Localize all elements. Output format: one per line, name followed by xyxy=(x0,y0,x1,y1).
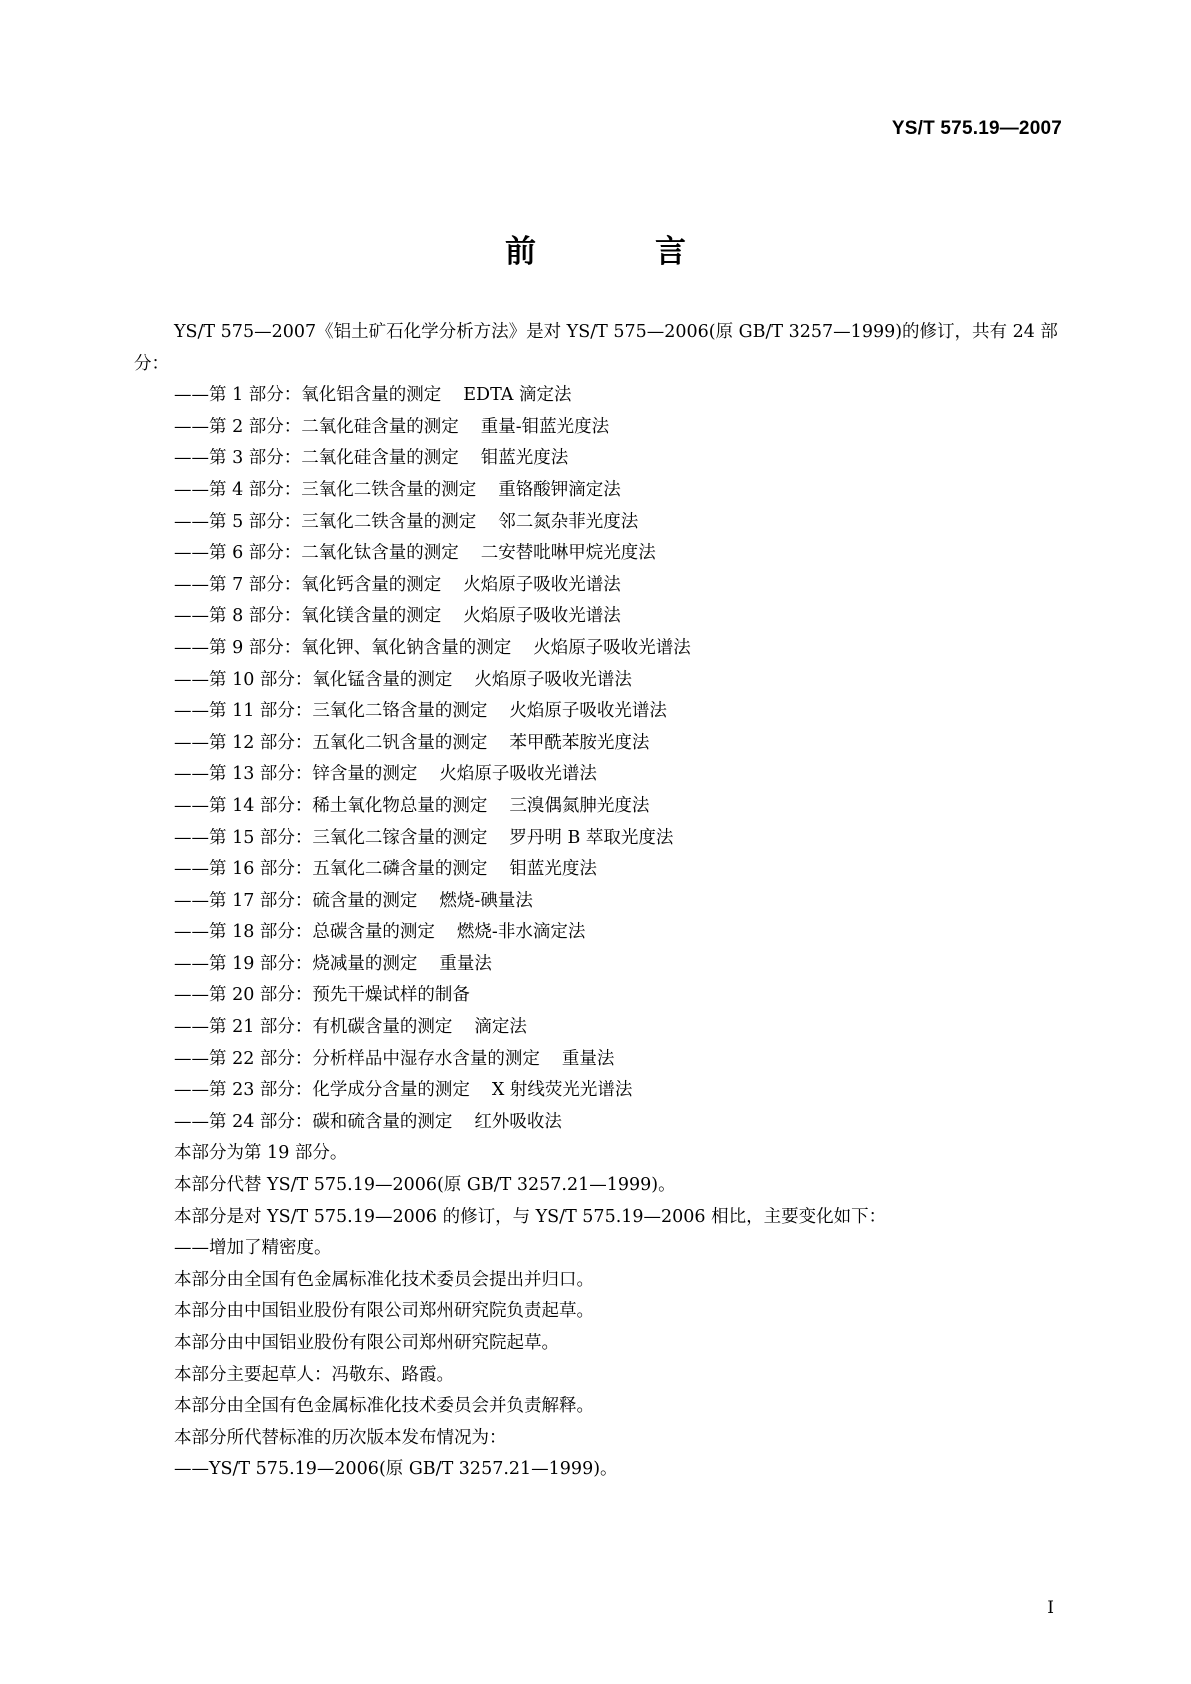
part-label: ——第 10 部分：氧化锰含量的测定 xyxy=(174,669,453,690)
part-method: 重量-钼蓝光度法 xyxy=(480,416,610,437)
part-method: 红外吸收法 xyxy=(474,1111,562,1132)
part-method: 罗丹明 B 萃取光度法 xyxy=(509,827,674,848)
part-label: ——第 15 部分：三氧化二镓含量的测定 xyxy=(174,827,488,848)
part-label: ——第 9 部分：氧化钾、氧化钠含量的测定 xyxy=(174,637,512,658)
part-method: 重量法 xyxy=(561,1048,615,1069)
revision-paragraph: 本部分是对 YS/T 575.19—2006 的修订，与 YS/T 575.19—2006 相比，主要变化如下： xyxy=(174,1206,887,1227)
part-method: 燃烧-非水滴定法 xyxy=(456,922,586,943)
list-item xyxy=(134,886,1064,918)
list-item xyxy=(134,601,1064,633)
change-item: ——增加了精密度。 xyxy=(174,1238,332,1259)
list-item xyxy=(134,380,1064,412)
part-label: ——第 21 部分：有机碳含量的测定 xyxy=(174,1017,453,1038)
list-item xyxy=(134,1075,1064,1107)
part-label: ——第 13 部分：锌含量的测定 xyxy=(174,764,418,785)
list-item xyxy=(134,759,1064,791)
list-item xyxy=(134,1044,1064,1076)
part-label: ——第 8 部分：氧化镁含量的测定 xyxy=(174,606,442,627)
part-label: ——第 12 部分：五氧化二钒含量的测定 xyxy=(174,732,488,753)
part-method: 钼蓝光度法 xyxy=(509,859,597,880)
part-label: ——第 7 部分：氧化钙含量的测定 xyxy=(174,574,442,595)
part-label: ——第 18 部分：总碳含量的测定 xyxy=(174,922,435,943)
part-label: ——第 1 部分：氧化铝含量的测定 xyxy=(174,385,442,406)
list-item xyxy=(134,854,1064,886)
list-item xyxy=(134,949,1064,981)
list-item xyxy=(134,980,1064,1012)
this-part-paragraph: 本部分为第 19 部分。 xyxy=(174,1143,348,1164)
page-number: I xyxy=(1047,1598,1054,1618)
part-method: 重铬酸钾滴定法 xyxy=(498,479,621,500)
part-label: ——第 3 部分：二氧化硅含量的测定 xyxy=(174,448,459,469)
part-label: ——第 5 部分：三氧化二铁含量的测定 xyxy=(174,511,477,532)
part-method: 火焰原子吸收光谱法 xyxy=(509,701,667,722)
part-method: 火焰原子吸收光谱法 xyxy=(439,764,597,785)
list-item xyxy=(134,1012,1064,1044)
list-item xyxy=(134,475,1064,507)
list-item xyxy=(134,538,1064,570)
history-intro-paragraph: 本部分所代替标准的历次版本发布情况为： xyxy=(174,1427,507,1448)
part-label: ——第 23 部分：化学成分含量的测定 xyxy=(174,1080,470,1101)
part-method: 火焰原子吸收光谱法 xyxy=(463,606,621,627)
list-item xyxy=(134,570,1064,602)
responsible-drafting-paragraph: 本部分由中国铝业股份有限公司郑州研究院负责起草。 xyxy=(174,1301,594,1322)
replaces-paragraph: 本部分代替 YS/T 575.19—2006(原 GB/T 3257.21—1999)。 xyxy=(174,1175,676,1196)
part-method: 燃烧-碘量法 xyxy=(439,890,533,911)
list-item xyxy=(134,791,1064,823)
intro-paragraph: YS/T 575—2007《铝土矿石化学分析方法》是对 YS/T 575—2006(原 GB/T 3257—1999)的修订，共有 24 部分： xyxy=(134,322,1058,374)
drafted-by-paragraph: 本部分由中国铝业股份有限公司郑州研究院起草。 xyxy=(174,1333,559,1353)
standard-code: YS/T 575.19—2007 xyxy=(891,118,1062,139)
part-label: ——第 4 部分：三氧化二铁含量的测定 xyxy=(174,479,477,500)
part-label: ——第 19 部分：烧减量的测定 xyxy=(174,953,418,974)
list-item xyxy=(134,412,1064,444)
part-method: EDTA 滴定法 xyxy=(463,385,572,406)
list-item xyxy=(134,1107,1064,1139)
list-item xyxy=(134,728,1064,760)
part-method: 滴定法 xyxy=(474,1017,527,1038)
list-item xyxy=(134,633,1064,665)
part-label: ——第 16 部分：五氧化二磷含量的测定 xyxy=(174,859,488,880)
part-method: 火焰原子吸收光谱法 xyxy=(533,637,691,658)
list-item xyxy=(134,696,1064,728)
drafters-paragraph: 本部分主要起草人：冯敬东、路霞。 xyxy=(174,1364,454,1385)
part-method: 钼蓝光度法 xyxy=(480,448,569,469)
proposed-by-paragraph: 本部分由全国有色金属标准化技术委员会提出并归口。 xyxy=(174,1269,594,1290)
part-label: ——第 2 部分：二氧化硅含量的测定 xyxy=(174,416,459,437)
list-item xyxy=(134,917,1064,949)
list-item xyxy=(134,665,1064,697)
part-method: 火焰原子吸收光谱法 xyxy=(474,669,632,690)
part-label: ——第 11 部分：三氧化二铬含量的测定 xyxy=(174,701,488,722)
part-method: 二安替吡啉甲烷光度法 xyxy=(480,543,656,564)
part-label: ——第 24 部分：碳和硫含量的测定 xyxy=(174,1111,453,1132)
history-item: ——YS/T 575.19—2006(原 GB/T 3257.21—1999)。 xyxy=(174,1459,618,1480)
part-label: ——第 22 部分：分析样品中湿存水含量的测定 xyxy=(174,1048,540,1069)
part-label: ——第 14 部分：稀土氧化物总量的测定 xyxy=(174,795,488,816)
foreword-body xyxy=(134,317,1064,1486)
part-label: ——第 17 部分：硫含量的测定 xyxy=(174,890,418,911)
part-method: 邻二氮杂菲光度法 xyxy=(498,511,639,532)
interpretation-paragraph: 本部分由全国有色金属标准化技术委员会并负责解释。 xyxy=(174,1396,594,1417)
part-method: 火焰原子吸收光谱法 xyxy=(463,574,621,595)
list-item xyxy=(134,443,1064,475)
list-item xyxy=(134,507,1064,539)
part-method: 重量法 xyxy=(439,953,492,974)
part-method: 三溴偶氮胂光度法 xyxy=(509,795,650,816)
page-title: 前 言 xyxy=(505,234,730,270)
part-label: ——第 20 部分：预先干燥试样的制备 xyxy=(174,985,470,1006)
part-method: 苯甲酰苯胺光度法 xyxy=(509,732,650,753)
part-label: ——第 6 部分：二氧化钛含量的测定 xyxy=(174,543,459,564)
list-item xyxy=(134,823,1064,855)
part-method: X 射线荧光光谱法 xyxy=(491,1080,633,1101)
parts-list xyxy=(134,380,1064,1138)
